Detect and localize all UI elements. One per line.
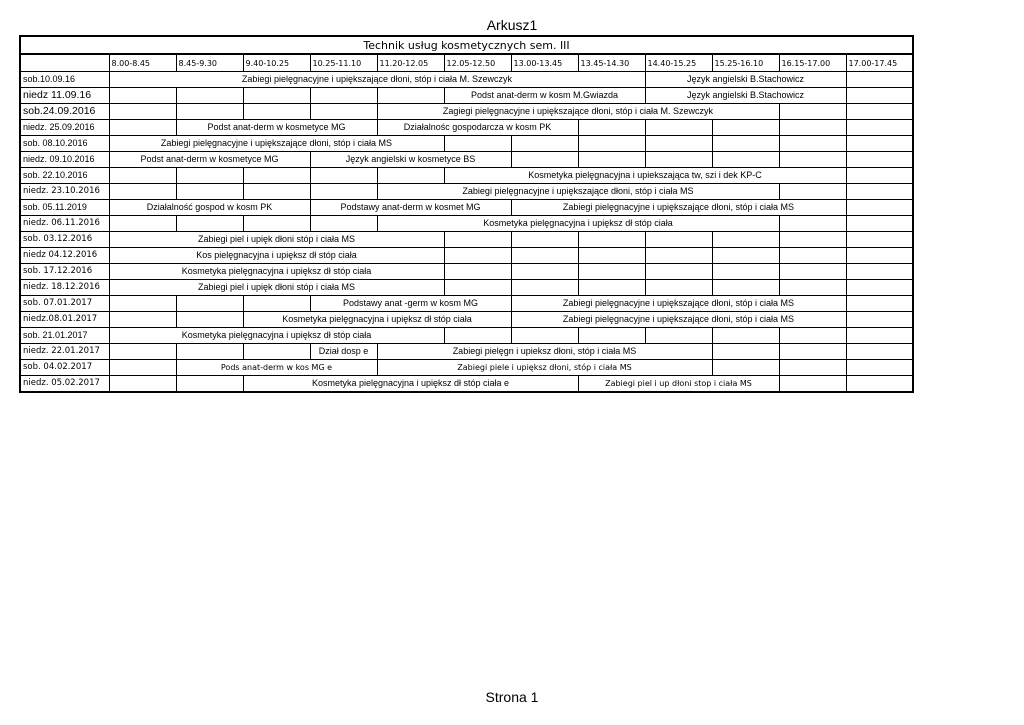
table-row (20, 184, 913, 200)
time-slot-header: 11.20-12.05 (377, 54, 444, 72)
table-row (20, 360, 913, 376)
date-cell: sob. 04.02.2017 (20, 360, 109, 376)
empty-cell (645, 264, 712, 280)
empty-cell (712, 328, 779, 344)
empty-cell (846, 152, 913, 168)
empty-cell (511, 248, 578, 264)
empty-cell (109, 168, 176, 184)
class-cell: Zabiegi pielęgnacyjne i upiększające dłoni, stóp i ciała MS (377, 184, 779, 200)
empty-cell (511, 232, 578, 248)
class-cell: Zabiegi pielęgnacyjne i upiększające dłoni, stóp i ciała M. Szewczyk (109, 72, 645, 88)
date-cell: niedz. 06.11.2016 (20, 216, 109, 232)
date-cell: niedz. 05.02.2017 (20, 376, 109, 393)
empty-cell (176, 88, 243, 104)
empty-cell (846, 184, 913, 200)
empty-cell (109, 344, 176, 360)
class-cell: Kos pielęgnacyjna i upiększ dł stóp ciała (109, 248, 444, 264)
empty-cell (310, 168, 377, 184)
empty-cell (779, 216, 846, 232)
empty-cell (712, 344, 779, 360)
empty-cell (243, 184, 310, 200)
empty-cell (846, 168, 913, 184)
empty-cell (176, 296, 243, 312)
table-row (20, 168, 913, 184)
class-cell: Kosmetyka pielęgnacyjna i upiększ dł stóp ciała (109, 328, 444, 344)
empty-cell (176, 312, 243, 328)
page-footer: Strona 1 (485, 689, 539, 705)
class-cell: Zabiegi pielęgnacyjne i upiększające dłoni, stóp i ciała MS (511, 296, 846, 312)
date-cell: sob.24.09.2016 (20, 104, 109, 120)
empty-cell (846, 232, 913, 248)
empty-cell (109, 88, 176, 104)
empty-cell (243, 344, 310, 360)
class-cell: Działalnośc gospodarcza w kosm PK (377, 120, 578, 136)
date-cell: niedz. 25.09.2016 (20, 120, 109, 136)
class-cell: Zagiegi pielęgnacyjne i upiększające dłoni, stóp i ciała M. Szewczyk (377, 104, 779, 120)
date-cell: sob. 21.01.2017 (20, 328, 109, 344)
class-cell: Zabiegi piel i upięk dłoni stóp i ciała MS (109, 232, 444, 248)
empty-cell (109, 104, 176, 120)
class-cell: Zabiegi piele i upiększ dłoni, stóp i ciała MS (377, 360, 712, 376)
empty-cell (779, 232, 846, 248)
empty-cell (310, 104, 377, 120)
time-slot-header: 14.40-15.25 (645, 54, 712, 72)
class-cell: Język angielski w kosmetyce BS (310, 152, 511, 168)
table-row (20, 200, 913, 216)
table-row (20, 376, 913, 393)
date-cell: niedz.08.01.2017 (20, 312, 109, 328)
class-cell: Zabiegi piel i up dłoni stop i ciała MS (578, 376, 779, 393)
empty-cell (243, 88, 310, 104)
time-slot-header: 17.00-17.45 (846, 54, 913, 72)
date-cell: niedz 04.12.2016 (20, 248, 109, 264)
empty-cell (846, 72, 913, 88)
date-cell: sob. 17.12.2016 (20, 264, 109, 280)
date-cell: niedz. 23.10.2016 (20, 184, 109, 200)
empty-cell (310, 88, 377, 104)
class-cell: Kosmetyka pielęgnacyjna i upiększ dł stóp ciała (243, 312, 511, 328)
date-cell: niedz. 22.01.2017 (20, 344, 109, 360)
empty-cell (310, 216, 377, 232)
empty-cell (578, 280, 645, 296)
time-slot-header: 13.00-13.45 (511, 54, 578, 72)
class-cell: Dział dosp e (310, 344, 377, 360)
empty-cell (444, 248, 511, 264)
table-row (20, 136, 913, 152)
empty-cell (444, 264, 511, 280)
empty-cell (578, 328, 645, 344)
empty-cell (779, 152, 846, 168)
time-slot-header: 8.00-8.45 (109, 54, 176, 72)
table-row (20, 104, 913, 120)
empty-cell (712, 280, 779, 296)
empty-cell (712, 360, 779, 376)
class-cell: Język angielski B.Stachowicz (645, 72, 846, 88)
sheet-name: Arkusz1 (486, 17, 538, 33)
empty-cell (779, 248, 846, 264)
empty-cell (578, 136, 645, 152)
empty-cell (846, 296, 913, 312)
empty-cell (779, 264, 846, 280)
table-row (20, 120, 913, 136)
empty-cell (109, 376, 176, 393)
empty-cell (846, 264, 913, 280)
empty-cell (578, 248, 645, 264)
empty-cell (645, 328, 712, 344)
empty-cell (444, 232, 511, 248)
class-cell: Podst anat-derm w kosmetyce MG (109, 152, 310, 168)
schedule-table (19, 35, 914, 393)
empty-cell (578, 264, 645, 280)
empty-cell (779, 104, 846, 120)
empty-cell (109, 216, 176, 232)
empty-cell (511, 280, 578, 296)
date-cell: niedz 11.09.16 (20, 88, 109, 104)
empty-cell (109, 360, 176, 376)
table-row (20, 216, 913, 232)
empty-cell (444, 136, 511, 152)
time-slot-header: 12.05-12.50 (444, 54, 511, 72)
empty-cell (645, 152, 712, 168)
empty-cell (645, 280, 712, 296)
date-cell: sob. 22.10.2016 (20, 168, 109, 184)
table-row (20, 312, 913, 328)
empty-cell (846, 312, 913, 328)
time-slot-header: 10.25-11.10 (310, 54, 377, 72)
empty-cell (444, 280, 511, 296)
empty-cell (779, 184, 846, 200)
empty-cell (176, 168, 243, 184)
empty-cell (109, 296, 176, 312)
date-cell: sob. 05.11.2019 (20, 200, 109, 216)
empty-cell (243, 168, 310, 184)
class-cell: Kosmetyka pielęgnacyjna i upiekszająca tw, szi i dek KP-C (444, 168, 846, 184)
time-header-row (20, 54, 913, 72)
empty-cell (176, 376, 243, 393)
empty-cell (779, 344, 846, 360)
empty-cell (645, 232, 712, 248)
table-row (20, 328, 913, 344)
table-row (20, 296, 913, 312)
class-cell: Zabiegi pielęgn i upieksz dłoni, stóp i ciała MS (377, 344, 712, 360)
class-cell: Zabiegi piel i upięk dłoni stóp i ciała MS (109, 280, 444, 296)
class-cell: Zabiegi pielęgnacyjne i upiększające dłoni, stóp i ciała MS (511, 200, 846, 216)
empty-cell (846, 88, 913, 104)
empty-cell (176, 216, 243, 232)
empty-cell (846, 280, 913, 296)
empty-cell (846, 248, 913, 264)
empty-cell (377, 168, 444, 184)
empty-cell (310, 184, 377, 200)
empty-cell (511, 264, 578, 280)
empty-cell (846, 328, 913, 344)
table-row (20, 344, 913, 360)
empty-cell (578, 152, 645, 168)
table-title: Technik usług kosmetycznych sem. III (20, 36, 913, 54)
empty-cell (511, 136, 578, 152)
empty-cell (243, 296, 310, 312)
empty-cell (846, 136, 913, 152)
time-slot-header: 9.40-10.25 (243, 54, 310, 72)
empty-cell (109, 184, 176, 200)
date-cell: sob. 08.10.2016 (20, 136, 109, 152)
empty-cell (578, 232, 645, 248)
class-cell: Kosmetyka pielęgnacyjna i upiększ dł stóp ciała (109, 264, 444, 280)
date-cell: sob.10.09.16 (20, 72, 109, 88)
empty-cell (109, 120, 176, 136)
empty-cell (779, 376, 846, 393)
class-cell: Kosmetyka pielęgnacyjna i upiększ dł stóp ciała e (243, 376, 578, 393)
class-cell: Pods anat-derm w kos MG e (176, 360, 377, 376)
table-row (20, 152, 913, 168)
table-row (20, 280, 913, 296)
empty-cell (712, 136, 779, 152)
empty-cell (578, 120, 645, 136)
empty-cell (243, 216, 310, 232)
empty-cell (712, 120, 779, 136)
empty-cell (712, 152, 779, 168)
empty-cell (846, 360, 913, 376)
date-cell: sob. 03.12.2016 (20, 232, 109, 248)
empty-cell (444, 328, 511, 344)
date-cell: niedz. 18.12.2016 (20, 280, 109, 296)
empty-cell (109, 312, 176, 328)
empty-cell (511, 152, 578, 168)
empty-cell (176, 344, 243, 360)
time-slot-header: 13.45-14.30 (578, 54, 645, 72)
empty-cell (846, 104, 913, 120)
empty-cell (645, 248, 712, 264)
empty-cell (176, 104, 243, 120)
empty-cell (712, 264, 779, 280)
date-cell: sob. 07.01.2017 (20, 296, 109, 312)
empty-cell (511, 328, 578, 344)
table-title-row (20, 36, 913, 54)
class-cell: Podst anat-derm w kosm M.Gwiazda (444, 88, 645, 104)
table-row (20, 72, 913, 88)
empty-cell (645, 120, 712, 136)
empty-cell (779, 136, 846, 152)
time-slot-header: 15.25-16.10 (712, 54, 779, 72)
table-row (20, 248, 913, 264)
class-cell: Podst anat-derm w kosmetyce MG (176, 120, 377, 136)
class-cell: Podstawy anat -germ w kosm MG (310, 296, 511, 312)
empty-cell (779, 360, 846, 376)
header-blank-cell (20, 54, 109, 72)
empty-cell (645, 136, 712, 152)
empty-cell (846, 200, 913, 216)
table-row (20, 264, 913, 280)
empty-cell (712, 248, 779, 264)
empty-cell (377, 88, 444, 104)
class-cell: Działalność gospod w kosm PK (109, 200, 310, 216)
empty-cell (779, 280, 846, 296)
class-cell: Zabiegi pielęgnacyjne i upiększające dłoni, stóp i ciała MS (109, 136, 444, 152)
empty-cell (243, 104, 310, 120)
empty-cell (846, 120, 913, 136)
empty-cell (712, 232, 779, 248)
table-row (20, 88, 913, 104)
empty-cell (176, 184, 243, 200)
empty-cell (846, 376, 913, 393)
class-cell: Zabiegi pielęgnacyjne i upiększające dłoni, stóp i ciała MS (511, 312, 846, 328)
empty-cell (846, 344, 913, 360)
class-cell: Kosmetyka pielęgnacyjna i upiększ dł stóp ciała (377, 216, 779, 232)
empty-cell (779, 328, 846, 344)
time-slot-header: 16.15-17.00 (779, 54, 846, 72)
table-row (20, 232, 913, 248)
empty-cell (846, 216, 913, 232)
date-cell: niedz. 09.10.2016 (20, 152, 109, 168)
class-cell: Podstawy anat-derm w kosmet MG (310, 200, 511, 216)
class-cell: Język angielski B.Stachowicz (645, 88, 846, 104)
empty-cell (779, 120, 846, 136)
time-slot-header: 8.45-9.30 (176, 54, 243, 72)
